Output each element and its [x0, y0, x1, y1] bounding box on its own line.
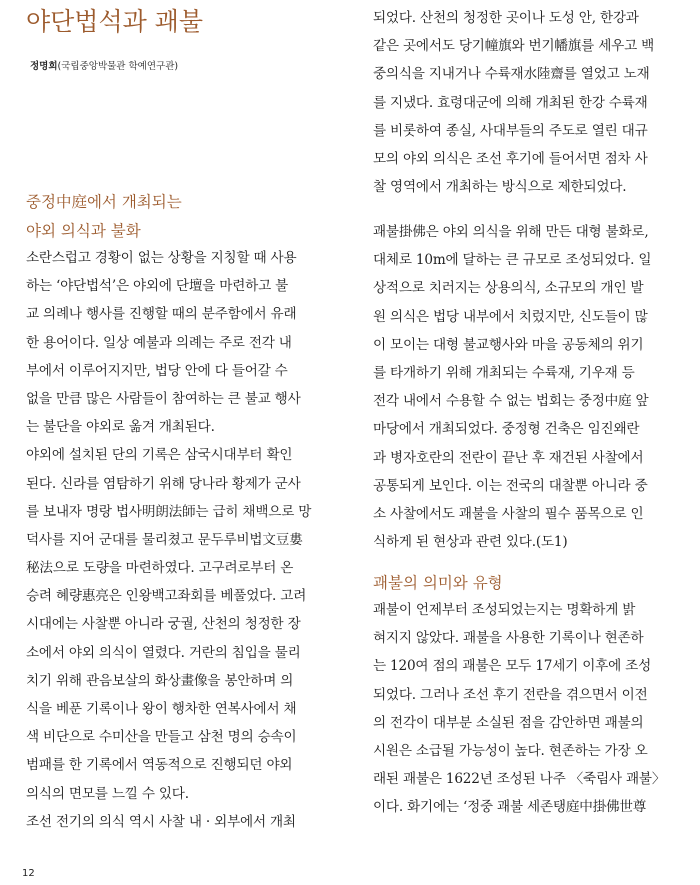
text-line: 를 지냈다. 효령대군에 의해 개최된 한강 수륙재	[373, 94, 648, 111]
text-line: 괘불掛佛은 야외 의식을 위해 만든 대형 불화로,	[373, 224, 649, 240]
text-line: 같은 곳에서도 당기幢旗와 번기幡旗를 세우고 백	[373, 38, 655, 55]
text-line: 시원은 소급될 가능성이 높다. 현존하는 가장 오	[373, 742, 648, 759]
text-line: 찰 영역에서 개최하는 방식으로 제한되었다.	[373, 179, 627, 196]
text-line: 소에서 야외 의식이 열렸다. 거란의 침입을 물리	[26, 644, 301, 661]
section-title-left-1: 중정中庭에서 개최되는	[26, 193, 182, 211]
left-column-body	[26, 244, 326, 836]
text-line: 괘불이 언제부터 조성되었는지는 명확하게 밝	[373, 602, 636, 618]
text-line: 식하게 된 현상과 관련 있다.(도1)	[373, 534, 568, 551]
text-line: 秘法으로 도량을 마련하였다. 고구려로부터 온	[26, 560, 294, 577]
text-line: 하는 ‘야단법석’은 야외에 단壇을 마련하고 불	[26, 278, 289, 295]
text-line: 색 비단으로 수미산을 만들고 삼천 명의 승속이	[26, 729, 297, 746]
page-title: 야단법석과 괘불	[26, 7, 203, 36]
text-line: 교 의례나 행사를 진행할 때의 분주함에서 유래	[26, 306, 297, 323]
author-byline	[30, 58, 178, 72]
text-line: 과 병자호란의 전란이 끝난 후 재건된 사찰에서	[373, 449, 644, 466]
text-line: 혀지지 않았다. 괘불을 사용한 기록이나 현존하	[373, 630, 644, 647]
author-name: 정명희	[30, 61, 58, 72]
text-line: 를 보내자 명랑 법사明朗法師는 급히 채백으로 망	[26, 503, 312, 520]
text-line: 대체로 10m에 달하는 큰 규모로 조성되었다. 일	[373, 252, 652, 269]
text-line: 되었다. 산천의 청정한 곳이나 도성 안, 한강과	[373, 10, 639, 26]
section-title-right: 괘불의 의미와 유형	[373, 574, 503, 592]
text-line: 이다. 화기에는 ‘정중 괘불 세존탱庭中掛佛世尊	[373, 799, 647, 816]
right-column-paragraph-3	[373, 596, 673, 822]
text-line: 공통되게 보인다. 이는 전국의 대찰뿐 아니라 중	[373, 477, 648, 494]
text-line: 소 사찰에서도 괘불을 사찰의 필수 품목으로 인	[373, 505, 644, 522]
text-line: 없을 만큼 많은 사람들이 참여하는 큰 불교 행사	[26, 390, 301, 407]
text-line: 는 120여 점의 괘불은 모두 17세기 이후에 조성	[373, 658, 651, 675]
right-column-paragraph-2	[373, 218, 673, 556]
text-line: 전각 내에서 수용할 수 없는 법회는 중정中庭 앞	[373, 393, 649, 410]
text-line: 래된 괘불은 1622년 조성된 나주 〈죽림사 괘불〉	[373, 771, 666, 788]
text-line: 이 모이는 대형 불교행사와 마을 공동체의 위기	[373, 336, 644, 353]
text-line: 소란스럽고 경황이 없는 상황을 지칭할 때 사용	[26, 250, 297, 266]
text-line: 식을 베푼 기록이나 왕이 행차한 연복사에서 채	[26, 701, 297, 717]
text-line: 시대에는 사찰뿐 아니라 궁궐, 산천의 청정한 장	[26, 616, 301, 633]
text-line: 의 전각이 대부분 소실된 점을 감안하면 괘불의	[373, 714, 644, 731]
text-line: 되었다. 그러나 조선 후기 전란을 겪으면서 이전	[373, 686, 648, 703]
text-line: 모의 야외 의식은 조선 후기에 들어서면 점차 사	[373, 150, 648, 167]
text-line: 원 의식은 법당 내부에서 치렀지만, 신도들이 많	[373, 308, 648, 325]
text-line: 조선 전기의 의식 역시 사찰 내 · 외부에서 개최	[26, 813, 296, 830]
author-affiliation: (국립중앙박물관 학예연구관)	[57, 61, 179, 72]
text-line: 를 비롯하여 종실, 사대부들의 주도로 열린 대규	[373, 122, 648, 139]
text-line: 한 용어이다. 일상 예불과 의례는 주로 전각 내	[26, 334, 292, 351]
text-line: 중의식을 지내거나 수륙재水陸齋를 열었고 노재	[373, 66, 650, 83]
text-line: 덕사를 지어 군대를 물리쳤고 문두루비법文豆婁	[26, 531, 303, 548]
text-line: 부에서 이루어지지만, 법당 안에 다 들어갈 수	[26, 362, 288, 379]
text-line: 치기 위해 관음보살의 화상畫像을 봉안하며 의	[26, 672, 294, 689]
section-title-left-2: 야외 의식과 불화	[26, 222, 141, 240]
text-line: 상적으로 치러지는 상용의식, 소규모의 개인 발	[373, 280, 644, 297]
text-line: 는 불단을 야외로 옮겨 개최된다.	[26, 419, 215, 436]
text-line: 마당에서 개최되었다. 중정형 건축은 임진왜란	[373, 421, 640, 438]
right-column-paragraph-1	[373, 4, 673, 201]
text-line: 범패를 한 기록에서 역동적으로 진행되던 야외	[26, 757, 293, 774]
text-line: 승려 혜량惠亮은 인왕백고좌회를 베풀었다. 고려	[26, 588, 307, 605]
page-number: 12	[22, 868, 35, 879]
text-line: 된다. 신라를 염탐하기 위해 당나라 황제가 군사	[26, 475, 301, 492]
text-line: 를 타개하기 위해 개최되는 수륙재, 기우재 등	[373, 364, 635, 381]
text-line: 의식의 면모를 느낄 수 있다.	[26, 785, 189, 802]
text-line: 야외에 설치된 단의 기록은 삼국시대부터 확인	[26, 447, 293, 464]
